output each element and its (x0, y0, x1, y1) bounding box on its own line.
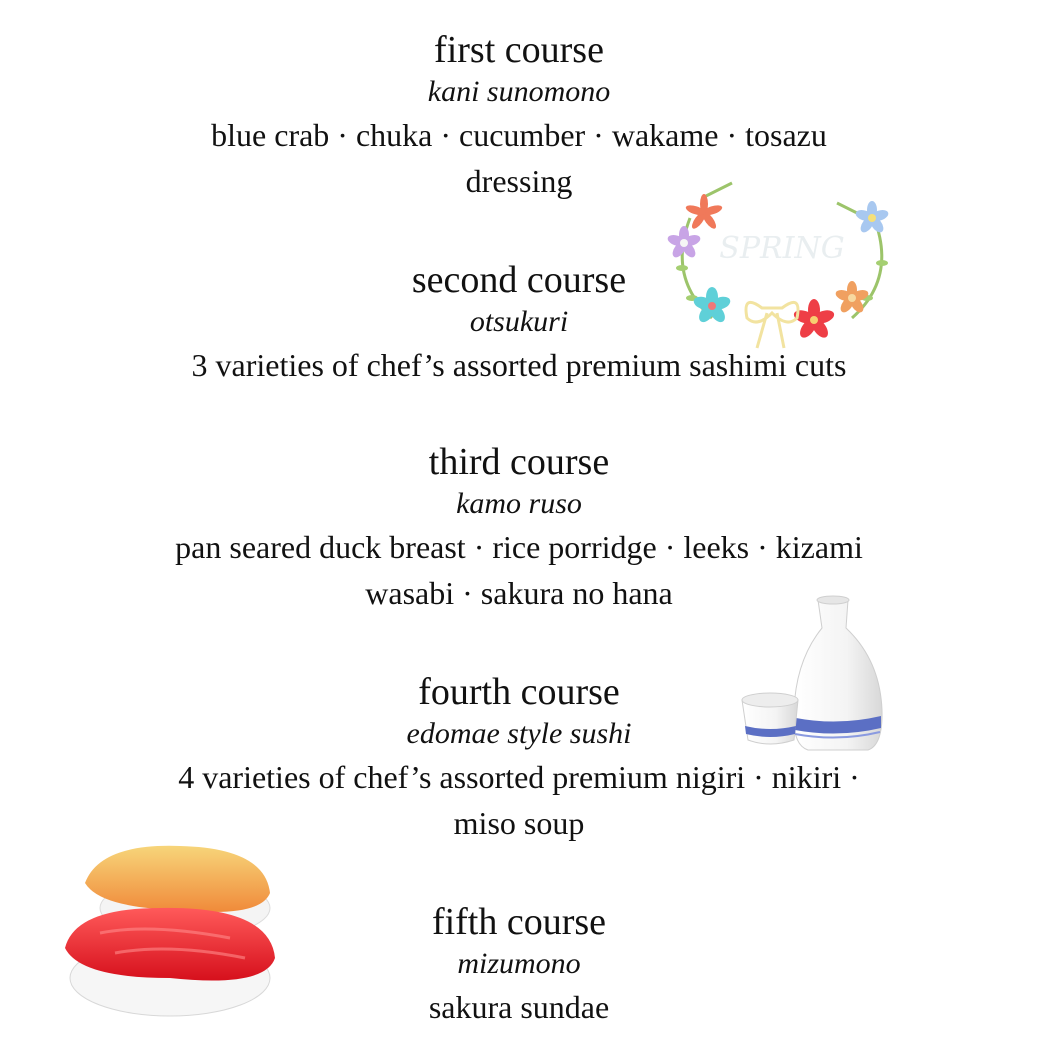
course-title: third course (428, 441, 610, 483)
description-line: dressing (465, 163, 573, 199)
dish-name: edomae style sushi (406, 717, 632, 750)
dish-description (0, 754, 1038, 846)
course-title: fifth course (431, 901, 607, 943)
description-line: wasabi · sakura no hana (365, 575, 673, 611)
sake-set-icon (740, 590, 890, 755)
description-line: 4 varieties of chef’s assorted premium nigiri · nikiri · (178, 759, 860, 795)
dish-name: kamo ruso (456, 487, 582, 520)
course-title: first course (434, 29, 604, 71)
nigiri-sushi-icon (60, 838, 280, 1023)
dish-name: mizumono (457, 947, 581, 980)
flower-wreath-icon (662, 178, 902, 353)
description-line: 3 varieties of chef’s assorted premium sashimi cuts (191, 347, 847, 383)
description-line: miso soup (453, 805, 585, 841)
dish-name: otsukuri (469, 305, 569, 338)
course-title: second course (411, 259, 627, 301)
dish-name: kani sunomono (427, 75, 611, 108)
description-line: pan seared duck breast · rice porridge · leeks · kizami (175, 529, 863, 565)
course-title: fourth course (418, 671, 620, 713)
svg-text:SPRING: SPRING (719, 231, 845, 266)
description-line: blue crab · chuka · cucumber · wakame · tosazu (211, 117, 827, 153)
description-line: sakura sundae (428, 989, 610, 1025)
